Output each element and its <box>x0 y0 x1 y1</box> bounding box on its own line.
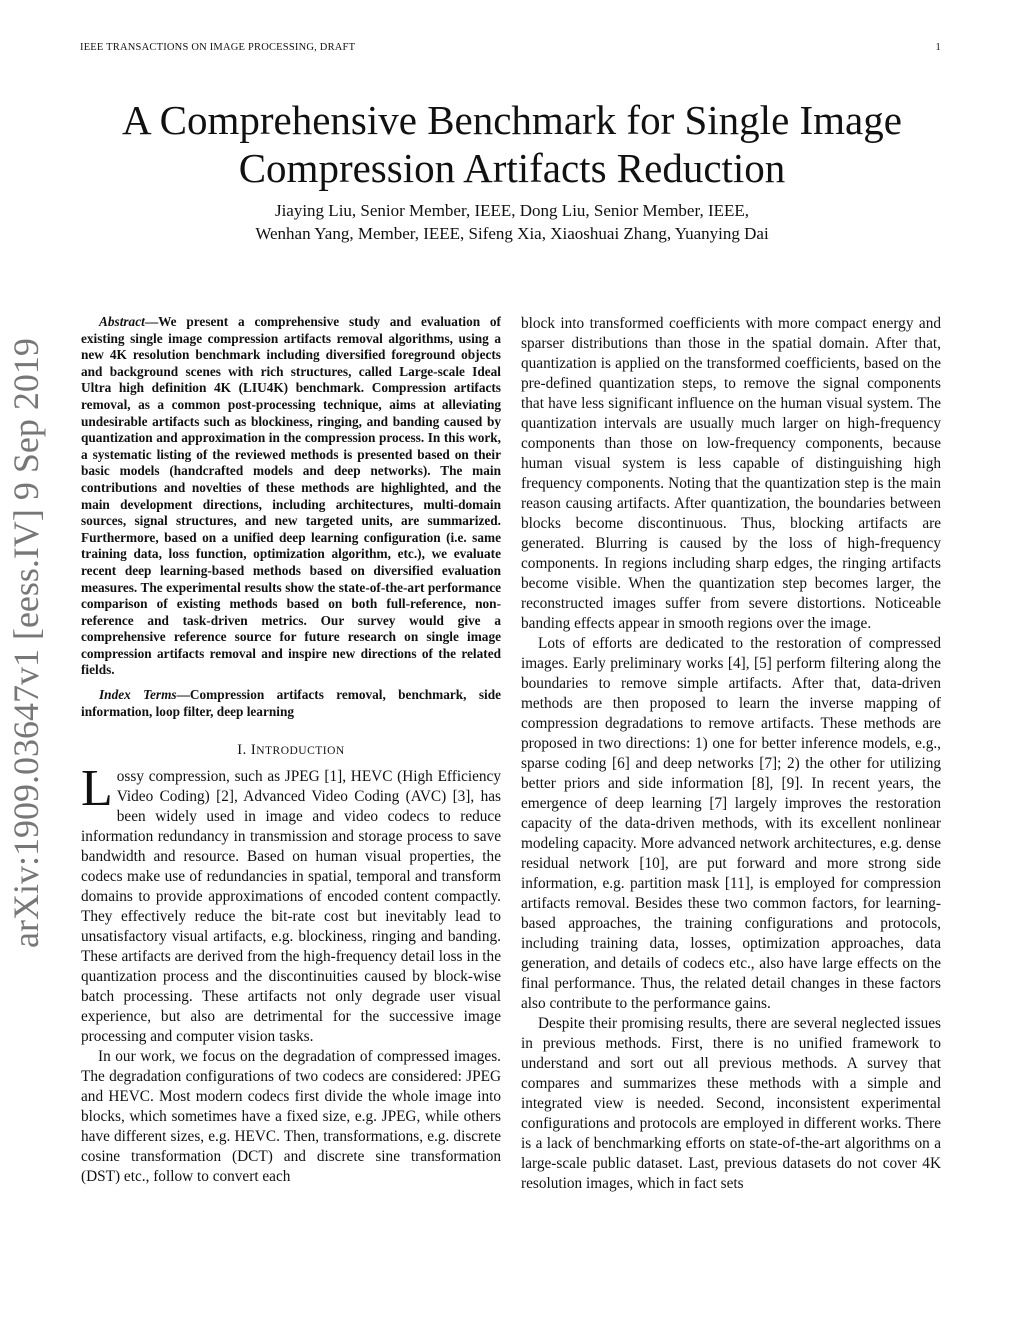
left-column <box>81 314 501 1187</box>
page-number: 1 <box>935 42 941 53</box>
abstract-text: —We present a comprehensive study and evaluation of existing single image compression artifacts removal algorithms, using a new 4K resolution benchmark including diversified foreground objects and background scenes with rich structures, called Large-scale Ideal Ultra high definition 4K (LIU4K) benchmark. Compression artifacts removal, as a common post-processing technique, aims at alleviating undesirable artifacts such as blockiness, ringing, and banding caused by quantization and approximation in the compression process. In this work, a systematic listing of the reviewed methods is presented based on their basic models (handcrafted models and deep networks). The main contributions and novelties of these methods are highlighted, and the main development directions, including architectures, multi-domain sources, signal structures, and new targeted units, are summarized. Furthermore, based on a unified deep learning configuration (i.e. same training data, loss function, optimization algorithm, etc.), we evaluate recent deep learning-based methods based on diversified evaluation measures. The experimental results show the state-of-the-art performance comparison of existing methods based on both full-reference, non-reference and task-driven metrics. Our survey would give a comprehensive reference source for future research on single image compression artifacts removal and inspire new directions of the related fields. <box>81 314 501 678</box>
right-paragraph-3: Despite their promising results, there are several neglected issues in previous methods. First, there is no unified framework to understand and sort out all previous methods. A survey that compares and summarizes these methods with a simple and integrated view is needed. Second, inconsistent experimental configurations and protocols are employed in different works. There is a lack of benchmarking efforts on state-of-the-art algorithms on a large-scale public dataset. Last, previous datasets do not cover 4K resolution images, which in fact sets <box>521 1015 941 1192</box>
abstract-label: Abstract <box>99 314 145 329</box>
author-line-2: Wenhan Yang, Member, IEEE, Sifeng Xia, Xiaoshuai Zhang, Yuanying Dai <box>255 224 769 243</box>
section-number: I. <box>237 742 251 759</box>
section-title-rest: NTRODUCTION <box>256 745 345 758</box>
index-terms-label: Index Terms <box>99 687 177 703</box>
section-heading <box>81 742 501 759</box>
intro-paragraph-1 <box>81 760 501 1047</box>
index-terms <box>81 687 501 720</box>
intro-paragraph-2: In our work, we focus on the degradation of compressed images. The degradation configurations of two codecs are considered: JPEG and HEVC. Most modern codecs first divide the whole image into blocks, which sometimes have a fixed size, e.g. JPEG, while others have different sizes, e.g. HEVC. Then, transformations, e.g. discrete cosine transformation (DCT) and discrete sine transformation (DST) etc., follow to convert each <box>81 1048 501 1186</box>
right-column <box>521 314 941 1194</box>
running-header: IEEE TRANSACTIONS ON IMAGE PROCESSING, DRAFT <box>80 42 356 53</box>
right-paragraph-1: block into transformed coefficients with more compact energy and sparser distributions than those in the spatial domain. After that, quantization is applied on the transformed coefficients, based on the pre-defined quantization steps, to remove the signal components that have less significant influence on the human visual system. The quantization intervals are usually much larger on high-frequency components than those on low-frequency components, because human visual system is less capable of distinguishing high frequency components. Noting that the quantization step is the main reason causing artifacts. After quantization, the boundaries between blocks become discontinuous. Thus, blocking artifacts are generated. Blurring is caused by the loss of high-frequency components. In regions including sharp edges, the ringing artifacts become visible. When the quantization step becomes larger, the reconstructed images suffer from severe distortions. Noticeable banding effects appear in smooth regions over the image. <box>521 315 941 632</box>
index-terms-text: —Compression artifacts removal, benchmark, side information, loop filter, deep learning <box>81 687 501 719</box>
paper-title: A Comprehensive Benchmark for Single Image Compression Artifacts Reduction <box>122 97 902 191</box>
author-list <box>80 199 944 245</box>
intro-paragraph-1-text: ossy compression, such as JPEG [1], HEVC (High Efficiency Video Coding) [2], Advanced Video Coding (AVC) [3], has been widely used in image and video codecs to reduce information redundancy in transmission and storage process to save bandwidth and resource. Based on human visual properties, the codecs make use of redundancies in spatial, temporal and transform domains to provide approximations of encoded content compactly. They effectively reduce the bit-rate cost but inevitably lead to unsatisfactory visual artifacts, e.g. blockiness, ringing and banding. These artifacts are derived from the high-frequency detail loss in the quantization process and the discontinuities caused by block-wise batch processing. These artifacts not only degrade user visual experience, but also are detrimental for the successive image processing and computer vision tasks. <box>81 768 501 1046</box>
drop-cap: L <box>81 760 113 818</box>
arxiv-stamp: arXiv:1909.03647v1 [eess.IV] 9 Sep 2019 <box>6 338 46 948</box>
section-initial: I <box>250 742 257 759</box>
right-paragraph-2: Lots of efforts are dedicated to the restoration of compressed images. Early preliminary works [4], [5] perform filtering along the boundaries to remove simple artifacts. After that, data-driven methods are then proposed to learn the inverse mapping of compression degradations to remove artifacts. These methods are proposed in two directions: 1) one for better inference models, e.g., sparse coding [6] and deep networks [7]; 2) the other for utilizing better priors and side information [8], [9]. In recent years, the emergence of deep learning [7] largely improves the restoration capacity of the data-driven methods, with its excellent nonlinear modeling capacity. More advanced network architectures, e.g. dense residual network [10], are put forward and more strong side information, e.g. partition mask [11], is employed for compression artifacts removal. Besides these two common factors, for learning-based approaches, the training configurations and protocols, including training data, losses, optimization approaches, data generation, and details of codecs etc., also have large effects on the final performance. Thus, the related detail changes in these factors also contribute to the performance gains. <box>521 635 941 1012</box>
abstract <box>81 314 501 679</box>
author-line-1: Jiaying Liu, Senior Member, IEEE, Dong Liu, Senior Member, IEEE, <box>274 201 750 220</box>
